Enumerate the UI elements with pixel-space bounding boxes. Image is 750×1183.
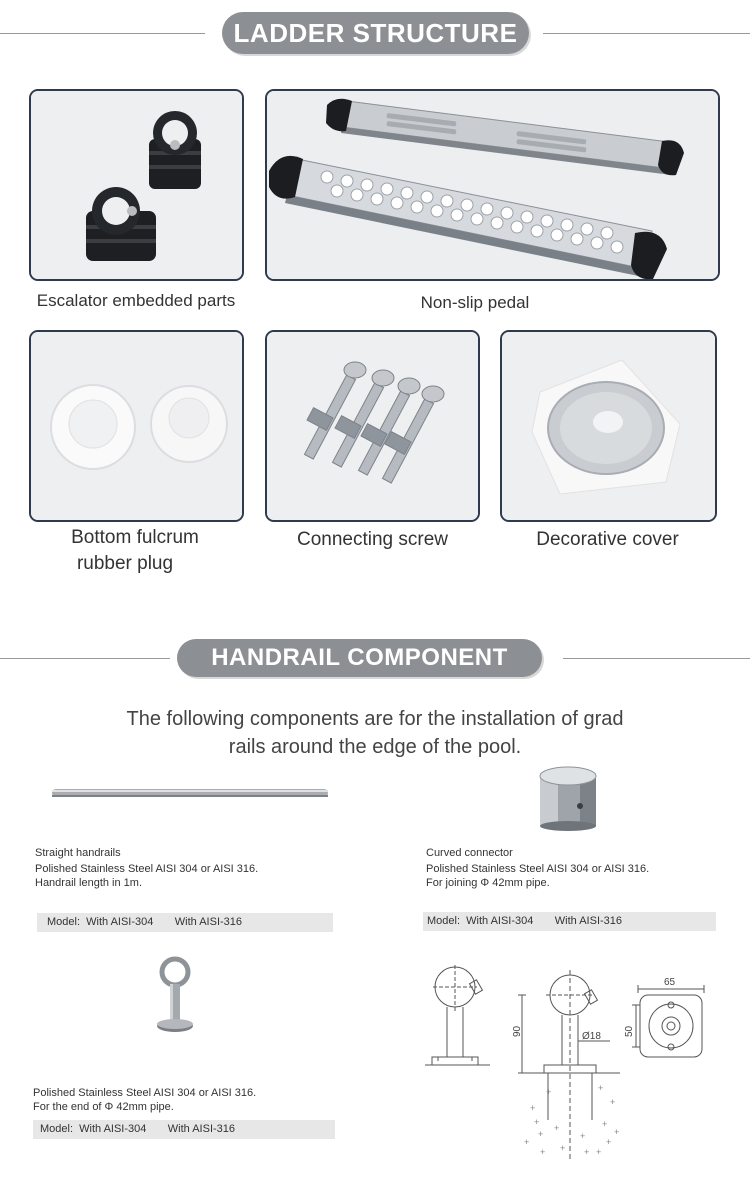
rubber-plug-right xyxy=(151,386,227,462)
curved-connector-model-bar: Model: With AISI-304 With AISI-316 xyxy=(423,912,716,931)
svg-text:+: + xyxy=(524,1137,530,1147)
dim-65-label: 65 xyxy=(664,977,676,988)
handrail-intro-line2: rails around the edge of the pool. xyxy=(228,736,522,758)
rubber-plug-caption-line2: rubber plug xyxy=(76,553,174,574)
straight-handrail-desc2: Handrail length in 1m. xyxy=(35,877,143,889)
svg-text:+: + xyxy=(530,1103,536,1113)
svg-text:+: + xyxy=(554,1123,560,1133)
embedded-part-top xyxy=(149,111,201,189)
dim-50-label: 50 xyxy=(624,1025,635,1037)
end-bracket-desc1: Polished Stainless Steel AISI 304 or AISI 316. xyxy=(33,1087,257,1099)
embedded-parts-caption: Escalator embedded parts xyxy=(36,291,236,310)
end-bracket-image xyxy=(150,956,200,1036)
decorative-cover-image xyxy=(500,330,717,522)
ladder-header-rule-left xyxy=(0,33,205,34)
dim-phi-label: Ø18 xyxy=(582,1031,601,1042)
end-bracket-model-bar: Model: With AISI-304 With AISI-316 xyxy=(33,1120,335,1139)
curved-connector-name: Curved connector xyxy=(426,847,513,859)
end-bracket-desc2: For the end of Φ 42mm pipe. xyxy=(33,1101,174,1113)
handrail-header-rule-left xyxy=(0,658,170,659)
ladder-section-title: LADDER STRUCTURE xyxy=(222,12,529,54)
handrail-header-rule-right xyxy=(563,658,750,659)
svg-text:+: + xyxy=(560,1143,566,1153)
svg-text:+: + xyxy=(610,1097,616,1107)
decorative-cover-caption: Decorative cover xyxy=(536,529,679,550)
curved-connector-image xyxy=(532,762,604,832)
svg-text:+: + xyxy=(614,1127,620,1137)
svg-text:+: + xyxy=(598,1083,604,1093)
rubber-plug-caption-line1: Bottom fulcrum xyxy=(71,527,199,548)
curved-connector-desc1: Polished Stainless Steel AISI 304 or AISI 316. xyxy=(426,863,650,875)
svg-text:+: + xyxy=(540,1147,546,1157)
svg-text:+: + xyxy=(534,1117,540,1127)
ladder-header-rule-right xyxy=(543,33,750,34)
straight-handrail-name: Straight handrails xyxy=(35,847,121,859)
connecting-screw-caption: Connecting screw xyxy=(296,529,449,550)
curved-connector-desc2: For joining Φ 42mm pipe. xyxy=(426,877,550,889)
svg-text:+: + xyxy=(584,1147,590,1157)
dim-90-label: 90 xyxy=(512,1025,523,1037)
svg-text:+: + xyxy=(580,1131,586,1141)
svg-text:+: + xyxy=(546,1087,552,1097)
decorative-cover-disc xyxy=(548,382,664,474)
svg-text:+: + xyxy=(606,1137,612,1147)
handrail-intro-line1: The following components are for the installation of grad xyxy=(126,708,624,730)
non-slip-pedal-caption: Non-slip pedal xyxy=(420,293,530,312)
rubber-plug-left xyxy=(51,385,135,469)
connecting-screw-image xyxy=(265,330,480,522)
non-slip-pedal-image xyxy=(265,89,720,281)
embedded-parts-image xyxy=(29,89,244,281)
handrail-section-title: HANDRAIL COMPONENT xyxy=(177,639,542,677)
straight-handrail-desc1: Polished Stainless Steel AISI 304 or AISI 316. xyxy=(35,863,259,875)
straight-handrail-image xyxy=(48,785,332,801)
straight-handrail-model-bar: Model: With AISI-304 With AISI-316 xyxy=(37,913,333,932)
svg-text:+: + xyxy=(538,1129,544,1139)
technical-drawing xyxy=(420,955,720,1160)
rubber-plug-image xyxy=(29,330,244,522)
svg-text:+: + xyxy=(596,1147,602,1157)
svg-text:+: + xyxy=(602,1119,608,1129)
